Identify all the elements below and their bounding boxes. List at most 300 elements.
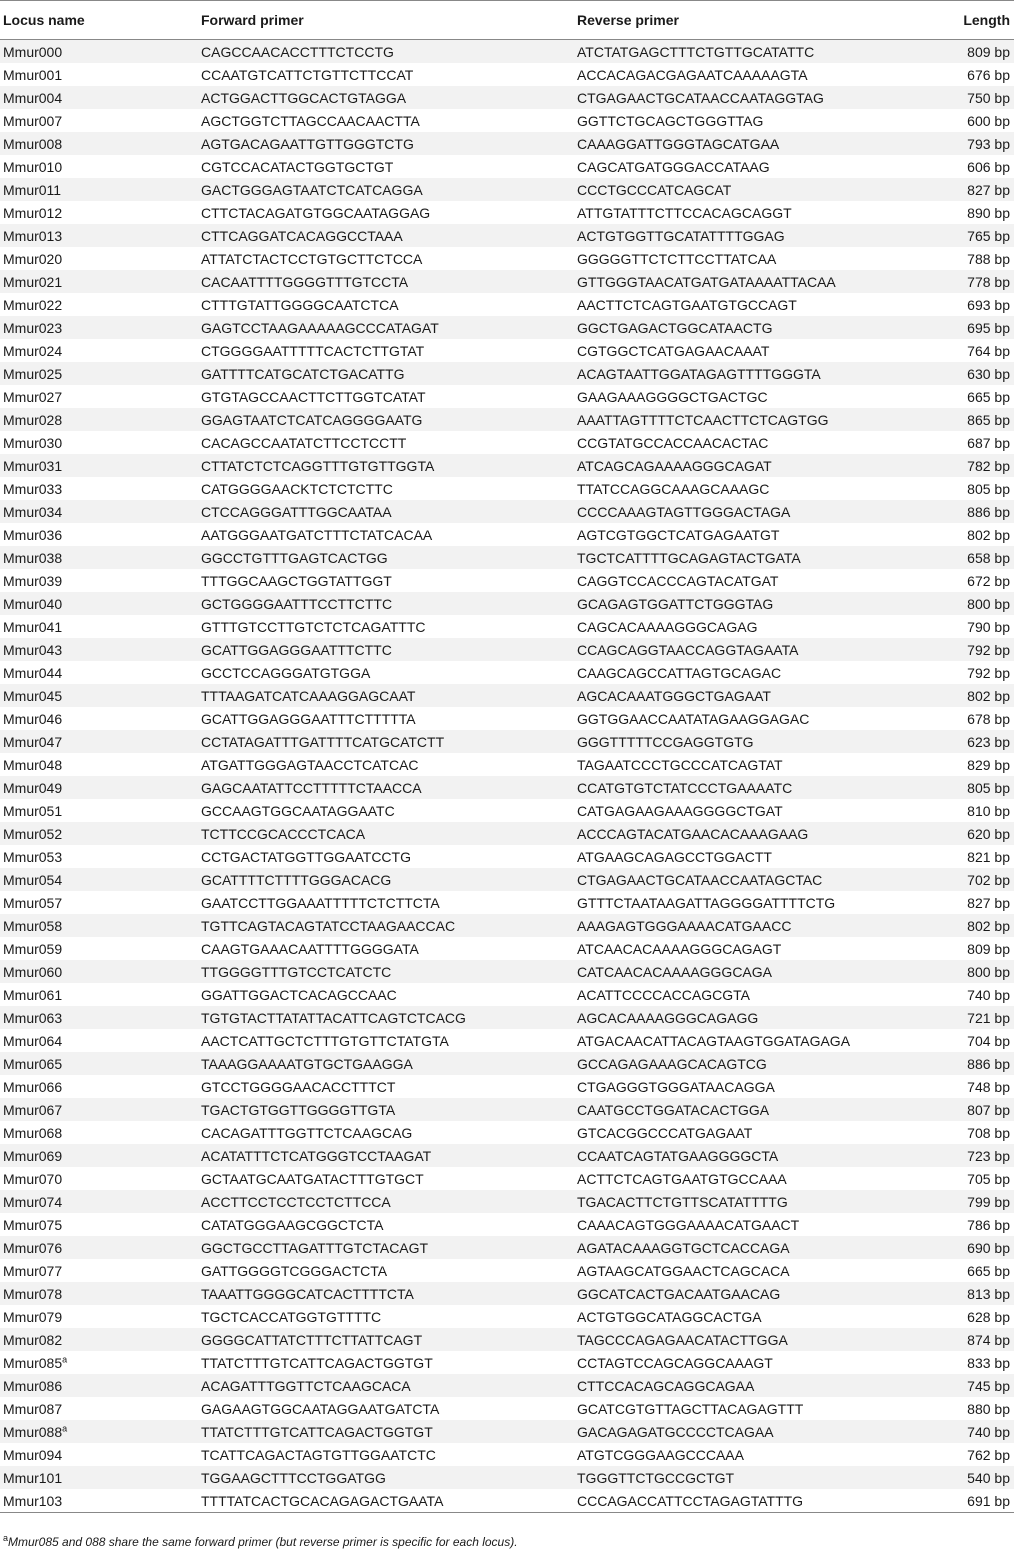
table-row bbox=[0, 1052, 1014, 1075]
table-row bbox=[0, 523, 1014, 546]
locus-name: Mmur048 bbox=[3, 756, 63, 773]
locus-name-cell bbox=[0, 1098, 198, 1121]
locus-name-cell bbox=[0, 523, 198, 546]
length-cell: 623 bp bbox=[967, 733, 1010, 750]
length-cell: 672 bp bbox=[967, 572, 1010, 589]
header-locus-name: Locus name bbox=[3, 12, 85, 28]
locus-name: Mmur039 bbox=[3, 572, 63, 589]
locus-name-cell bbox=[0, 845, 198, 868]
forward-primer-cell: TGGAAGCTTTCCTGGATGG bbox=[201, 1469, 386, 1486]
forward-primer-cell: TTATCTTTGTCATTCAGACTGGTGT bbox=[201, 1354, 433, 1371]
forward-primer-cell: AGTGACAGAATTGTTGGGTCTG bbox=[201, 135, 414, 152]
length-cell: 793 bp bbox=[967, 135, 1010, 152]
locus-name-cell bbox=[0, 776, 198, 799]
reverse-primer-cell: CCAGCAGGTAACCAGGTAGAATA bbox=[577, 641, 799, 658]
reverse-primer-cell: CTGAGAACTGCATAACCAATAGCTAC bbox=[577, 871, 823, 888]
forward-primer-cell: GCATTGGAGGGAATTTCTTTTTA bbox=[201, 710, 416, 727]
reverse-primer-cell: GGGGGTTCTCTTCCTTATCAA bbox=[577, 250, 777, 267]
length-cell: 786 bp bbox=[967, 1216, 1010, 1233]
reverse-primer-cell: CGTGGCTCATGAGAACAAAT bbox=[577, 342, 770, 359]
locus-name-cell bbox=[0, 1029, 198, 1052]
length-cell: 799 bp bbox=[967, 1193, 1010, 1210]
table-row bbox=[0, 1029, 1014, 1052]
table-row bbox=[0, 661, 1014, 684]
reverse-primer-cell: GTTGGGTAACATGATGATAAAATTACAA bbox=[577, 273, 836, 290]
length-cell: 687 bp bbox=[967, 434, 1010, 451]
forward-primer-cell: TTTAAGATCATCAAAGGAGCAAT bbox=[201, 687, 416, 704]
table-row bbox=[0, 1098, 1014, 1121]
forward-primer-cell: TTGGGGTTTGTCCTCATCTC bbox=[201, 963, 392, 980]
reverse-primer-cell: CAAACAGTGGGAAAACATGAACT bbox=[577, 1216, 800, 1233]
locus-name-cell bbox=[0, 684, 198, 707]
reverse-primer-cell: GGTTCTGCAGCTGGGTTAG bbox=[577, 112, 764, 129]
table-row bbox=[0, 477, 1014, 500]
locus-name-cell bbox=[0, 638, 198, 661]
locus-name: Mmur034 bbox=[3, 503, 63, 520]
reverse-primer-cell: CCATGTGTCTATCCCTGAAAATC bbox=[577, 779, 793, 796]
table-row bbox=[0, 845, 1014, 868]
table-row bbox=[0, 1006, 1014, 1029]
locus-name: Mmur051 bbox=[3, 802, 63, 819]
reverse-primer-cell: GGCTGAGACTGGCATAACTG bbox=[577, 319, 773, 336]
reverse-primer-cell: GCAGAGTGGATTCTGGGTAG bbox=[577, 595, 774, 612]
table-row bbox=[0, 615, 1014, 638]
forward-primer-cell: GGATTGGACTCACAGCCAAC bbox=[201, 986, 397, 1003]
locus-name: Mmur070 bbox=[3, 1170, 63, 1187]
table-row bbox=[0, 201, 1014, 224]
header-reverse-primer: Reverse primer bbox=[577, 12, 679, 28]
table-row bbox=[0, 1259, 1014, 1282]
locus-name-cell bbox=[0, 293, 198, 316]
locus-name: Mmur079 bbox=[3, 1308, 63, 1325]
length-cell: 690 bp bbox=[967, 1239, 1010, 1256]
length-cell: 800 bp bbox=[967, 963, 1010, 980]
table-row bbox=[0, 822, 1014, 845]
forward-primer-cell: GGGGCATTATCTTTCTTATTCAGT bbox=[201, 1331, 423, 1348]
locus-name-cell bbox=[0, 822, 198, 845]
locus-name-cell bbox=[0, 362, 198, 385]
locus-name-cell bbox=[0, 40, 198, 64]
locus-name: Mmur033 bbox=[3, 480, 63, 497]
length-cell: 865 bp bbox=[967, 411, 1010, 428]
length-cell: 750 bp bbox=[967, 89, 1010, 106]
locus-name: Mmur030 bbox=[3, 434, 63, 451]
forward-primer-cell: TAAATTGGGGCATCACTTTTCTA bbox=[201, 1285, 414, 1302]
reverse-primer-cell: TTATCCAGGCAAAGCAAAGC bbox=[577, 480, 770, 497]
locus-name-cell bbox=[0, 500, 198, 523]
forward-primer-cell: ACTGGACTTGGCACTGTAGGA bbox=[201, 89, 407, 106]
table-row bbox=[0, 1397, 1014, 1420]
forward-primer-cell: CTGGGGAATTTTTCACTCTTGTAT bbox=[201, 342, 425, 359]
forward-primer-cell: CCTATAGATTTGATTTTCATGCATCTT bbox=[201, 733, 445, 750]
locus-name: Mmur044 bbox=[3, 664, 63, 681]
reverse-primer-cell: CATCAACACAAAAGGGCAGA bbox=[577, 963, 773, 980]
forward-primer-cell: AGCTGGTCTTAGCCAACAACTTA bbox=[201, 112, 420, 129]
length-cell: 886 bp bbox=[967, 503, 1010, 520]
header-length: Length bbox=[963, 12, 1010, 28]
locus-name: Mmur022 bbox=[3, 296, 63, 313]
table-row bbox=[0, 1236, 1014, 1259]
forward-primer-cell: GGCTGCCTTAGATTTGTCTACAGT bbox=[201, 1239, 429, 1256]
forward-primer-cell: CACAATTTTGGGGTTTGTCCTA bbox=[201, 273, 409, 290]
locus-name-cell bbox=[0, 1259, 198, 1282]
locus-name: Mmur103 bbox=[3, 1492, 63, 1509]
locus-name-cell bbox=[0, 1443, 198, 1466]
length-cell: 676 bp bbox=[967, 66, 1010, 83]
locus-name: Mmur063 bbox=[3, 1009, 63, 1026]
forward-primer-cell: TTTGGCAAGCTGGTATTGGT bbox=[201, 572, 392, 589]
length-cell: 778 bp bbox=[967, 273, 1010, 290]
locus-name-cell bbox=[0, 270, 198, 293]
length-cell: 890 bp bbox=[967, 204, 1010, 221]
forward-primer-cell: GCCTCCAGGGATGTGGA bbox=[201, 664, 371, 681]
locus-name-cell bbox=[0, 155, 198, 178]
forward-primer-cell: GATTGGGGTCGGGACTCTA bbox=[201, 1262, 388, 1279]
table-header bbox=[0, 1, 1014, 40]
forward-primer-cell: CAGCCAACACCTTTCTCCTG bbox=[201, 43, 394, 60]
reverse-primer-cell: AGCACAAAAGGGCAGAGG bbox=[577, 1009, 759, 1026]
length-cell: 695 bp bbox=[967, 319, 1010, 336]
forward-primer-cell: GCATTGGAGGGAATTTCTTC bbox=[201, 641, 392, 658]
locus-name: Mmur067 bbox=[3, 1101, 63, 1118]
locus-name: Mmur082 bbox=[3, 1331, 63, 1348]
table-row bbox=[0, 1328, 1014, 1351]
locus-name: Mmur021 bbox=[3, 273, 63, 290]
reverse-primer-cell: AGTCGTGGCTCATGAGAATGT bbox=[577, 526, 780, 543]
locus-name: Mmur008 bbox=[3, 135, 63, 152]
reverse-primer-cell: ATGACAACATTACAGTAAGTGGATAGAGA bbox=[577, 1032, 851, 1049]
table-row bbox=[0, 500, 1014, 523]
locus-name: Mmur000 bbox=[3, 43, 63, 60]
table-row bbox=[0, 431, 1014, 454]
reverse-primer-cell: ATCTATGAGCTTTCTGTTGCATATTC bbox=[577, 43, 815, 60]
length-cell: 813 bp bbox=[967, 1285, 1010, 1302]
forward-primer-cell: CACAGATTTGGTTCTCAAGCAG bbox=[201, 1124, 413, 1141]
table-row bbox=[0, 1489, 1014, 1513]
locus-name: Mmur047 bbox=[3, 733, 63, 750]
reverse-primer-cell: AAAGAGTGGGAAAACATGAACC bbox=[577, 917, 792, 934]
length-cell: 665 bp bbox=[967, 1262, 1010, 1279]
forward-primer-cell: TTTTATCACTGCACAGAGACTGAATA bbox=[201, 1492, 444, 1509]
length-cell: 821 bp bbox=[967, 848, 1010, 865]
forward-primer-cell: GAGAAGTGGCAATAGGAATGATCTA bbox=[201, 1400, 440, 1417]
locus-name: Mmur046 bbox=[3, 710, 63, 727]
locus-name: Mmur010 bbox=[3, 158, 63, 175]
locus-name-cell bbox=[0, 477, 198, 500]
length-cell: 606 bp bbox=[967, 158, 1010, 175]
locus-name-cell bbox=[0, 1167, 198, 1190]
forward-primer-cell: GCATTTTCTTTTGGGACACG bbox=[201, 871, 392, 888]
table-row bbox=[0, 960, 1014, 983]
locus-name: Mmur040 bbox=[3, 595, 63, 612]
footnote-text: Mmur085 and 088 share the same forward primer (but reverse primer is specific for each locus). bbox=[8, 1535, 518, 1549]
locus-name-cell bbox=[0, 86, 198, 109]
reverse-primer-cell: GACAGAGATGCCCCTCAGAA bbox=[577, 1423, 774, 1440]
locus-name: Mmur038 bbox=[3, 549, 63, 566]
length-cell: 704 bp bbox=[967, 1032, 1010, 1049]
locus-name: Mmur024 bbox=[3, 342, 63, 359]
locus-name: Mmur085 bbox=[3, 1354, 63, 1371]
forward-primer-cell: TCTTCCGCACCCTCACA bbox=[201, 825, 366, 842]
locus-name-cell bbox=[0, 408, 198, 431]
table-row bbox=[0, 937, 1014, 960]
length-cell: 829 bp bbox=[967, 756, 1010, 773]
table-row bbox=[0, 270, 1014, 293]
locus-name: Mmur069 bbox=[3, 1147, 63, 1164]
length-cell: 764 bp bbox=[967, 342, 1010, 359]
locus-name: Mmur064 bbox=[3, 1032, 63, 1049]
reverse-primer-cell: ACTGTGGTTGCATATTTTGGAG bbox=[577, 227, 785, 244]
forward-primer-cell: TGTTCAGTACAGTATCCTAAGAACCAC bbox=[201, 917, 456, 934]
table-row bbox=[0, 155, 1014, 178]
locus-name-cell bbox=[0, 1190, 198, 1213]
length-cell: 721 bp bbox=[967, 1009, 1010, 1026]
reverse-primer-cell: GGGTTTTTCCGAGGTGTG bbox=[577, 733, 754, 750]
table-row bbox=[0, 1466, 1014, 1489]
reverse-primer-cell: CCCTGCCCATCAGCAT bbox=[577, 181, 732, 198]
forward-primer-cell: CACAGCCAATATCTTCCTCCTT bbox=[201, 434, 407, 451]
length-cell: 807 bp bbox=[967, 1101, 1010, 1118]
locus-name: Mmur054 bbox=[3, 871, 63, 888]
table-row bbox=[0, 362, 1014, 385]
length-cell: 745 bp bbox=[967, 1377, 1010, 1394]
reverse-primer-cell: CATGAGAAGAAAGGGGCTGAT bbox=[577, 802, 783, 819]
locus-name-cell bbox=[0, 1397, 198, 1420]
forward-primer-cell: CATATGGGAAGCGGCTCTA bbox=[201, 1216, 384, 1233]
forward-primer-cell: TGACTGTGGTTGGGGTTGTA bbox=[201, 1101, 396, 1118]
reverse-primer-cell: AGATACAAAGGTGCTCACCAGA bbox=[577, 1239, 790, 1256]
length-cell: 810 bp bbox=[967, 802, 1010, 819]
table-row bbox=[0, 569, 1014, 592]
length-cell: 827 bp bbox=[967, 894, 1010, 911]
table-row bbox=[0, 1443, 1014, 1466]
locus-name: Mmur025 bbox=[3, 365, 63, 382]
locus-name-cell bbox=[0, 914, 198, 937]
locus-name-cell bbox=[0, 385, 198, 408]
table-row bbox=[0, 408, 1014, 431]
forward-primer-cell: ATTATCTACTCCTGTGCTTCTCCA bbox=[201, 250, 423, 267]
locus-name: Mmur049 bbox=[3, 779, 63, 796]
forward-primer-cell: CTCCAGGGATTTGGCAATAA bbox=[201, 503, 392, 520]
length-cell: 740 bp bbox=[967, 986, 1010, 1003]
locus-name-cell bbox=[0, 960, 198, 983]
table-row bbox=[0, 1374, 1014, 1397]
locus-name: Mmur060 bbox=[3, 963, 63, 980]
locus-name: Mmur052 bbox=[3, 825, 63, 842]
locus-name-cell bbox=[0, 431, 198, 454]
reverse-primer-cell: ATCAACACAAAAGGGCAGAGT bbox=[577, 940, 782, 957]
reverse-primer-cell: ATCAGCAGAAAAGGGCAGAT bbox=[577, 457, 772, 474]
length-cell: 691 bp bbox=[967, 1492, 1010, 1509]
reverse-primer-cell: CCCCAAAGTAGTTGGGACTAGA bbox=[577, 503, 791, 520]
table-row bbox=[0, 983, 1014, 1006]
locus-name-cell bbox=[0, 891, 198, 914]
reverse-primer-cell: CAAAGGATTGGGTAGCATGAA bbox=[577, 135, 780, 152]
locus-name: Mmur031 bbox=[3, 457, 63, 474]
table-row bbox=[0, 730, 1014, 753]
locus-name-cell bbox=[0, 730, 198, 753]
table-row bbox=[0, 316, 1014, 339]
locus-name: Mmur065 bbox=[3, 1055, 63, 1072]
locus-name-cell bbox=[0, 201, 198, 224]
locus-name: Mmur066 bbox=[3, 1078, 63, 1095]
forward-primer-cell: CCTGACTATGGTTGGAATCCTG bbox=[201, 848, 411, 865]
reverse-primer-cell: TGACACTTCTGTTSCATATTTTG bbox=[577, 1193, 788, 1210]
length-cell: 702 bp bbox=[967, 871, 1010, 888]
locus-name-cell bbox=[0, 132, 198, 155]
locus-name-cell bbox=[0, 1052, 198, 1075]
locus-name: Mmur057 bbox=[3, 894, 63, 911]
table-row bbox=[0, 1167, 1014, 1190]
locus-name: Mmur068 bbox=[3, 1124, 63, 1141]
locus-name-cell bbox=[0, 1236, 198, 1259]
table-row bbox=[0, 776, 1014, 799]
table-row bbox=[0, 454, 1014, 477]
table-row bbox=[0, 707, 1014, 730]
forward-primer-cell: CTTCTACAGATGTGGCAATAGGAG bbox=[201, 204, 431, 221]
locus-name-cell bbox=[0, 1466, 198, 1489]
length-cell: 723 bp bbox=[967, 1147, 1010, 1164]
locus-name-cell bbox=[0, 454, 198, 477]
table-row bbox=[0, 1121, 1014, 1144]
forward-primer-cell: CTTATCTCTCAGGTTTGTGTTGGTA bbox=[201, 457, 435, 474]
locus-name-cell bbox=[0, 1420, 198, 1443]
length-cell: 792 bp bbox=[967, 664, 1010, 681]
length-cell: 630 bp bbox=[967, 365, 1010, 382]
length-cell: 762 bp bbox=[967, 1446, 1010, 1463]
length-cell: 665 bp bbox=[967, 388, 1010, 405]
reverse-primer-cell: AACTTCTCAGTGAATGTGCCAGT bbox=[577, 296, 797, 313]
length-cell: 628 bp bbox=[967, 1308, 1010, 1325]
length-cell: 802 bp bbox=[967, 917, 1010, 934]
length-cell: 708 bp bbox=[967, 1124, 1010, 1141]
table-row bbox=[0, 868, 1014, 891]
length-cell: 782 bp bbox=[967, 457, 1010, 474]
table-row bbox=[0, 132, 1014, 155]
reverse-primer-cell: CAAGCAGCCATTAGTGCAGAC bbox=[577, 664, 782, 681]
table-row bbox=[0, 63, 1014, 86]
reverse-primer-cell: GAAGAAAGGGGCTGACTGC bbox=[577, 388, 768, 405]
locus-name: Mmur004 bbox=[3, 89, 63, 106]
table-row bbox=[0, 592, 1014, 615]
reverse-primer-cell: AAATTAGTTTTCTCAACTTCTCAGTGG bbox=[577, 411, 829, 428]
locus-name: Mmur012 bbox=[3, 204, 63, 221]
reverse-primer-cell: CTTCCACAGCAGGCAGAA bbox=[577, 1377, 755, 1394]
length-cell: 790 bp bbox=[967, 618, 1010, 635]
reverse-primer-cell: GGTGGAACCAATATAGAAGGAGAC bbox=[577, 710, 810, 727]
length-cell: 705 bp bbox=[967, 1170, 1010, 1187]
length-cell: 800 bp bbox=[967, 595, 1010, 612]
locus-name: Mmur076 bbox=[3, 1239, 63, 1256]
locus-name-cell bbox=[0, 799, 198, 822]
table-row bbox=[0, 1213, 1014, 1236]
locus-name: Mmur036 bbox=[3, 526, 63, 543]
reverse-primer-cell: ACTGTGGCATAGGCACTGA bbox=[577, 1308, 762, 1325]
reverse-primer-cell: AGCACAAATGGGCTGAGAAT bbox=[577, 687, 771, 704]
table-row bbox=[0, 1351, 1014, 1374]
length-cell: 886 bp bbox=[967, 1055, 1010, 1072]
table-row bbox=[0, 339, 1014, 362]
length-cell: 740 bp bbox=[967, 1423, 1010, 1440]
table-body bbox=[0, 40, 1014, 1513]
reverse-primer-cell: TGGGTTCTGCCGCTGT bbox=[577, 1469, 735, 1486]
table-row bbox=[0, 799, 1014, 822]
locus-name-cell bbox=[0, 753, 198, 776]
footnote-ref: a bbox=[62, 1422, 68, 1433]
length-cell: 802 bp bbox=[967, 526, 1010, 543]
table-row bbox=[0, 178, 1014, 201]
table-row bbox=[0, 224, 1014, 247]
locus-name: Mmur053 bbox=[3, 848, 63, 865]
forward-primer-cell: TGCTCACCATGGTGTTTTC bbox=[201, 1308, 382, 1325]
locus-name-cell bbox=[0, 224, 198, 247]
locus-name: Mmur094 bbox=[3, 1446, 63, 1463]
reverse-primer-cell: ATGAAGCAGAGCCTGGACTT bbox=[577, 848, 772, 865]
forward-primer-cell: TAAAGGAAAATGTGCTGAAGGA bbox=[201, 1055, 413, 1072]
forward-primer-cell: GCCAAGTGGCAATAGGAATC bbox=[201, 802, 395, 819]
locus-name-cell bbox=[0, 592, 198, 615]
forward-primer-cell: GTCCTGGGGAACACCTTTCT bbox=[201, 1078, 396, 1095]
locus-name: Mmur041 bbox=[3, 618, 63, 635]
forward-primer-cell: TGTGTACTTATATTACATTCAGTCTCACG bbox=[201, 1009, 466, 1026]
locus-name: Mmur043 bbox=[3, 641, 63, 658]
table-row bbox=[0, 1420, 1014, 1443]
forward-primer-cell: GATTTTCATGCATCTGACATTG bbox=[201, 365, 405, 382]
locus-name-cell bbox=[0, 1006, 198, 1029]
forward-primer-cell: CGTCCACATACTGGTGCTGT bbox=[201, 158, 394, 175]
locus-name: Mmur007 bbox=[3, 112, 63, 129]
forward-primer-cell: GTGTAGCCAACTTCTTGGTCATAT bbox=[201, 388, 426, 405]
forward-primer-cell: CATGGGGAACKTCTCTCTTC bbox=[201, 480, 393, 497]
forward-primer-cell: GACTGGGAGTAATCTCATCAGGA bbox=[201, 181, 423, 198]
locus-name-cell bbox=[0, 983, 198, 1006]
forward-primer-cell: GAATCCTTGGAAATTTTTCTCTTCTA bbox=[201, 894, 440, 911]
locus-name: Mmur058 bbox=[3, 917, 63, 934]
locus-name-cell bbox=[0, 1075, 198, 1098]
forward-primer-cell: ACATATTTCTCATGGGTCCTAAGAT bbox=[201, 1147, 432, 1164]
locus-name-cell bbox=[0, 1282, 198, 1305]
locus-name-cell bbox=[0, 661, 198, 684]
forward-primer-cell: AACTCATTGCTCTTTGTGTTCTATGTA bbox=[201, 1032, 449, 1049]
locus-name: Mmur078 bbox=[3, 1285, 63, 1302]
forward-primer-cell: GGAGTAATCTCATCAGGGGAATG bbox=[201, 411, 423, 428]
forward-primer-cell: GCTAATGCAATGATACTTTGTGCT bbox=[201, 1170, 424, 1187]
locus-name: Mmur011 bbox=[3, 181, 62, 198]
length-cell: 765 bp bbox=[967, 227, 1010, 244]
table-row bbox=[0, 546, 1014, 569]
locus-name-cell bbox=[0, 1121, 198, 1144]
reverse-primer-cell: AGTAAGCATGGAACTCAGCACA bbox=[577, 1262, 790, 1279]
length-cell: 748 bp bbox=[967, 1078, 1010, 1095]
locus-name-cell bbox=[0, 868, 198, 891]
forward-primer-cell: TTATCTTTGTCATTCAGACTGGTGT bbox=[201, 1423, 433, 1440]
locus-name: Mmur045 bbox=[3, 687, 63, 704]
table-row bbox=[0, 638, 1014, 661]
table-row bbox=[0, 109, 1014, 132]
forward-primer-cell: GGCCTGTTTGAGTCACTGG bbox=[201, 549, 388, 566]
locus-name: Mmur074 bbox=[3, 1193, 63, 1210]
length-cell: 833 bp bbox=[967, 1354, 1010, 1371]
length-cell: 792 bp bbox=[967, 641, 1010, 658]
reverse-primer-cell: CTGAGAACTGCATAACCAATAGGTAG bbox=[577, 89, 824, 106]
locus-name-cell bbox=[0, 1351, 198, 1374]
reverse-primer-cell: CAATGCCTGGATACACTGGA bbox=[577, 1101, 770, 1118]
forward-primer-cell: TCATTCAGACTAGTGTTGGAATCTC bbox=[201, 1446, 436, 1463]
length-cell: 805 bp bbox=[967, 480, 1010, 497]
forward-primer-cell: CTTTGTATTGGGGCAATCTCA bbox=[201, 296, 399, 313]
locus-name-cell bbox=[0, 1305, 198, 1328]
length-cell: 678 bp bbox=[967, 710, 1010, 727]
